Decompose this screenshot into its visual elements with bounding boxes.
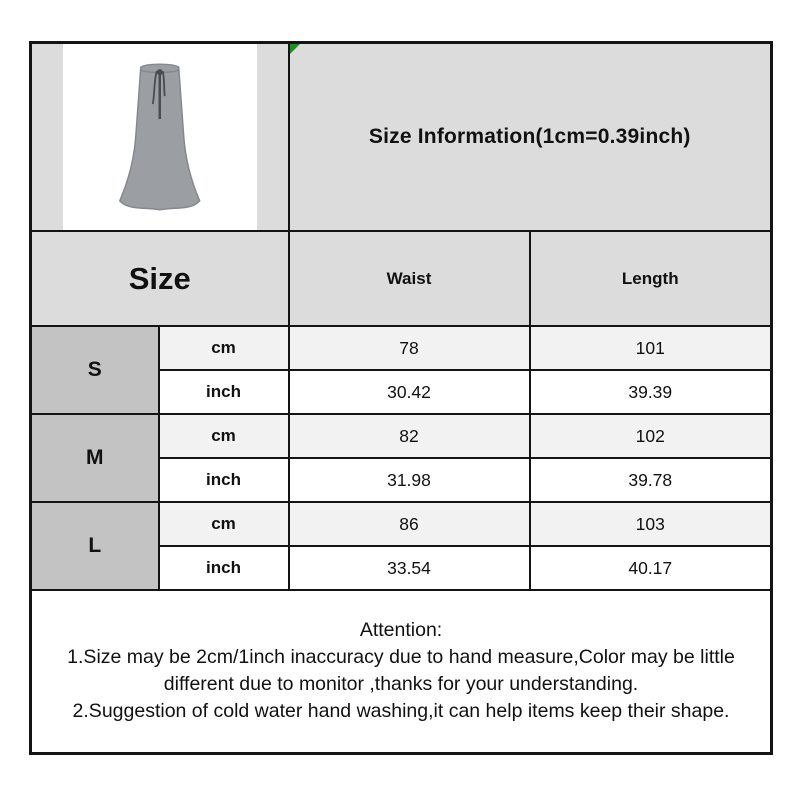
- unit-label: inch: [159, 546, 289, 590]
- product-photo-frame: [63, 44, 257, 230]
- top-row: [31, 43, 772, 232]
- size-column-header: Size: [31, 231, 289, 326]
- unit-label: cm: [159, 414, 289, 458]
- waist-value: 82: [289, 414, 530, 458]
- length-value: 102: [530, 414, 772, 458]
- length-value: 39.39: [530, 370, 772, 414]
- product-photo-cell: [31, 43, 289, 232]
- waist-value: 31.98: [289, 458, 530, 502]
- waist-value: 86: [289, 502, 530, 546]
- attention-heading: Attention:: [359, 619, 443, 642]
- waist-column-header: Waist: [289, 231, 530, 326]
- title-cell: [289, 43, 772, 232]
- size-label-s: S: [31, 326, 159, 414]
- gray-maxi-skirt-image: [63, 44, 257, 230]
- length-value: 103: [530, 502, 772, 546]
- unit-label: inch: [159, 458, 289, 502]
- attention-note-1: 1.Size may be 2cm/1inch inaccuracy due to hand measure,Color may be little different due to monitor ,thanks for your understanding.: [67, 646, 735, 696]
- unit-label: cm: [159, 326, 289, 370]
- size-chart-table: [29, 41, 773, 755]
- green-corner-marker-icon: [290, 44, 300, 54]
- length-value: 101: [530, 326, 772, 370]
- attention-note-2: 2.Suggestion of cold water hand washing,it can help items keep their shape.: [72, 700, 730, 723]
- attention-row: [31, 590, 772, 753]
- size-label-l: L: [31, 502, 159, 590]
- table-row-s-cm: [31, 326, 772, 370]
- unit-label: inch: [159, 370, 289, 414]
- waist-value: 78: [289, 326, 530, 370]
- size-label-m: M: [31, 414, 159, 502]
- table-row-l-cm: [31, 502, 772, 546]
- length-value: 39.78: [530, 458, 772, 502]
- waist-value: 30.42: [289, 370, 530, 414]
- column-header-row: [31, 231, 772, 326]
- attention-cell: [31, 590, 772, 753]
- waist-value: 33.54: [289, 546, 530, 590]
- unit-label: cm: [159, 502, 289, 546]
- length-column-header: Length: [530, 231, 772, 326]
- size-info-title: Size Information(1cm=0.39inch): [368, 125, 691, 148]
- table-row-m-cm: [31, 414, 772, 458]
- length-value: 40.17: [530, 546, 772, 590]
